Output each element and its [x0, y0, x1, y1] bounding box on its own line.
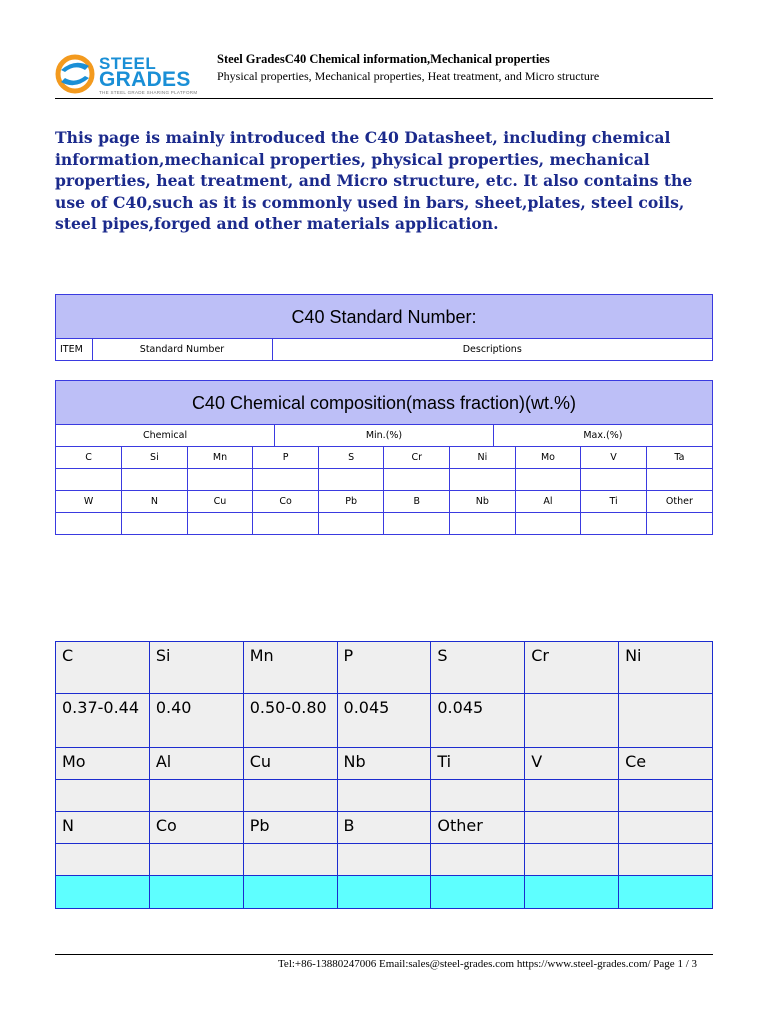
composition-cell: 0.045: [431, 694, 525, 748]
composition-cell: [431, 876, 525, 909]
page-footer: [55, 954, 713, 970]
header-item: ITEM: [56, 339, 92, 360]
composition-cell: [56, 844, 150, 876]
value-cell: [384, 469, 450, 491]
element-cell: Al: [515, 491, 581, 513]
steel-grades-logo: [55, 52, 205, 96]
value-cell: [581, 513, 647, 535]
composition-cell: [619, 812, 713, 844]
composition-cell: [619, 876, 713, 909]
element-cell: Other: [646, 491, 712, 513]
composition-cell: V: [525, 748, 619, 780]
standard-number-title: C40 Standard Number:: [56, 295, 712, 339]
value-cell: [646, 469, 712, 491]
header-chemical: Chemical: [56, 425, 275, 446]
composition-cell: [431, 780, 525, 812]
chemical-elements-table: [56, 446, 712, 534]
header-min: Min.(%): [275, 425, 494, 446]
page-header: [55, 42, 713, 99]
element-cell: Nb: [450, 491, 516, 513]
element-cell: Pb: [318, 491, 384, 513]
element-cell: N: [122, 491, 188, 513]
header-title: Steel GradesC40 Chemical information,Mechanical properties: [217, 52, 550, 66]
composition-cell: Nb: [337, 748, 431, 780]
value-cell: [318, 513, 384, 535]
composition-cell: [337, 844, 431, 876]
element-cell: Ni: [450, 447, 516, 469]
logo-tagline: THE STEEL GRADE SHARING PLATFORM: [99, 90, 198, 95]
element-cell: Ti: [581, 491, 647, 513]
element-cell: Si: [122, 447, 188, 469]
composition-cell: Mn: [243, 642, 337, 694]
composition-cell: Co: [149, 812, 243, 844]
composition-cell: [337, 876, 431, 909]
composition-cell: [243, 876, 337, 909]
composition-cell: [149, 780, 243, 812]
composition-cell: Ce: [619, 748, 713, 780]
composition-cell: 0.40: [149, 694, 243, 748]
composition-values-table: [55, 641, 713, 909]
composition-cell: C: [56, 642, 150, 694]
element-cell: Cr: [384, 447, 450, 469]
element-cell: P: [253, 447, 319, 469]
header-subtitle: Physical properties, Mechanical properties, Heat treatment, and Micro structure: [217, 69, 600, 83]
chemical-composition-title: C40 Chemical composition(mass fraction)(wt.%): [56, 381, 712, 425]
value-cell: [515, 469, 581, 491]
composition-cell: [525, 780, 619, 812]
composition-cell: B: [337, 812, 431, 844]
composition-cell: [525, 844, 619, 876]
element-cell: Co: [253, 491, 319, 513]
composition-cell: [56, 876, 150, 909]
logo-swirl-icon: [55, 54, 99, 94]
standard-number-table: [56, 339, 712, 360]
composition-cell: 0.50-0.80: [243, 694, 337, 748]
header-standard-number: Standard Number: [92, 339, 272, 360]
composition-cell: Mo: [56, 748, 150, 780]
element-cell: W: [56, 491, 122, 513]
value-cell: [253, 513, 319, 535]
composition-cell: Pb: [243, 812, 337, 844]
value-cell: [450, 513, 516, 535]
standard-number-box: [55, 294, 713, 361]
composition-cell: [337, 780, 431, 812]
chemical-composition-box: [55, 380, 713, 535]
value-cell: [187, 469, 253, 491]
element-cell: V: [581, 447, 647, 469]
value-cell: [122, 469, 188, 491]
value-cell: [318, 469, 384, 491]
value-cell: [581, 469, 647, 491]
element-cell: S: [318, 447, 384, 469]
header-max: Max.(%): [493, 425, 712, 446]
element-cell: C: [56, 447, 122, 469]
logo-line1: STEEL: [99, 54, 157, 73]
element-cell: Mo: [515, 447, 581, 469]
composition-cell: N: [56, 812, 150, 844]
value-cell: [187, 513, 253, 535]
value-cell: [122, 513, 188, 535]
composition-cell: [243, 844, 337, 876]
chemical-header-table: [56, 425, 712, 446]
composition-cell: [525, 812, 619, 844]
value-cell: [56, 469, 122, 491]
logo-line2: GRADES: [99, 68, 191, 91]
composition-cell: [619, 694, 713, 748]
composition-cell: 0.045: [337, 694, 431, 748]
composition-cell: [149, 876, 243, 909]
composition-cell: P: [337, 642, 431, 694]
composition-cell: Al: [149, 748, 243, 780]
footer-contact: Tel:+86-13880247006 Email:sales@steel-grades.com https://www.steel-grades.com/ Page 1 / 3: [277, 958, 697, 970]
value-cell: [515, 513, 581, 535]
composition-cell: Cu: [243, 748, 337, 780]
composition-cell: [525, 694, 619, 748]
composition-cell: [56, 780, 150, 812]
value-cell: [253, 469, 319, 491]
value-cell: [646, 513, 712, 535]
header-descriptions: Descriptions: [272, 339, 712, 360]
composition-cell: 0.37-0.44: [56, 694, 150, 748]
composition-cell: Ni: [619, 642, 713, 694]
element-cell: Ta: [646, 447, 712, 469]
element-cell: Cu: [187, 491, 253, 513]
value-cell: [384, 513, 450, 535]
composition-cell: Cr: [525, 642, 619, 694]
composition-cell: [619, 844, 713, 876]
intro-paragraph: This page is mainly introduced the C40 Datasheet, including chemical information,mechanical properties, physical properties, mechanical properties, heat treatment, and Micro structure, etc. It also contains the use of C40,such as it is commonly used in bars, sheet,plates, steel coils, steel pipes,forged and other materials application.: [55, 128, 693, 234]
value-cell: [450, 469, 516, 491]
composition-cell: [243, 780, 337, 812]
element-cell: Mn: [187, 447, 253, 469]
composition-cell: Other: [431, 812, 525, 844]
composition-cell: Ti: [431, 748, 525, 780]
composition-cell: [149, 844, 243, 876]
element-cell: B: [384, 491, 450, 513]
composition-cell: [525, 876, 619, 909]
composition-cell: [431, 844, 525, 876]
composition-cell: S: [431, 642, 525, 694]
composition-cell: Si: [149, 642, 243, 694]
value-cell: [56, 513, 122, 535]
composition-cell: [619, 780, 713, 812]
